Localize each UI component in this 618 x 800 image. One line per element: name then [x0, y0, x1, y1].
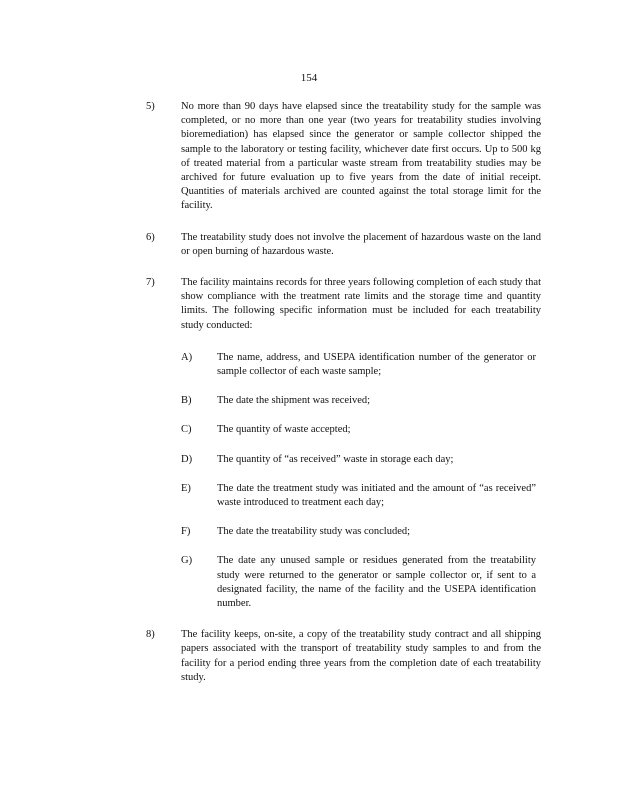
item-number: 7)	[146, 277, 155, 289]
list-item-8	[0, 628, 618, 685]
sub-item-text: The quantity of waste accepted;	[217, 424, 351, 436]
sub-item-text: The name, address, and USEPA identification number of the generator or sample collector of each waste sample;	[217, 351, 536, 378]
sub-item-g	[0, 554, 618, 611]
item-number: 5)	[146, 101, 155, 112]
sub-item-b	[0, 394, 618, 408]
page-number: 154	[300, 72, 318, 84]
sub-item-letter: B)	[181, 395, 192, 407]
sub-item-f	[0, 525, 618, 539]
item-number: 8)	[146, 629, 155, 641]
sub-item-letter: F)	[181, 526, 191, 538]
sub-item-text: The date any unused sample or residues generated from the treatability study were returned to the generator or sample collector or, if sent to a designated facility, the name of the facility and the USEPA identification number.	[217, 555, 536, 610]
sub-item-letter: A)	[181, 351, 193, 363]
sub-item-letter: G)	[181, 555, 193, 567]
list-item-5	[0, 100, 618, 214]
list-item-7	[0, 276, 618, 611]
regulation-list	[0, 100, 618, 702]
item-text: No more than 90 days have elapsed since the treatability study for the sample was completed, or no more than one year (two years for treatability studies involving bioremediation) has elapsed since the generator or sample collector shipped the sample to the laboratory or testing facility, whichever date first occurs. Up to 500 kg of treated material from a particular waste stream from treatability studies may be archived for future evaluation up to five years from the date of initial receipt. Quantities of materials archived are counted against the total storage limit for the facility.	[181, 101, 541, 212]
sub-list	[0, 351, 618, 611]
item-text: The facility maintains records for three years following completion of each study that show compliance with the treatment rate limits and the storage time and quantity limits. The following specific information must be included for each treatability study conducted:	[181, 277, 541, 331]
item-text: The facility keeps, on-site, a copy of the treatability study contract and all shipping papers associated with the transport of treatability study samples to and from the facility for a period ending three years from the completion date of each treatability study.	[181, 629, 541, 683]
sub-item-text: The date the shipment was received;	[217, 395, 371, 407]
sub-item-e	[0, 482, 618, 510]
item-number: 6)	[146, 231, 155, 243]
sub-item-d	[0, 453, 618, 467]
sub-item-c	[0, 423, 618, 437]
sub-item-a	[0, 351, 618, 379]
sub-item-text: The date the treatability study was concluded;	[217, 526, 411, 538]
sub-item-text: The date the treatment study was initiated and the amount of “as received” waste introduced to treatment each day;	[217, 482, 536, 509]
item-text: The treatability study does not involve the placement of hazardous waste on the land or open burning of hazardous waste.	[181, 231, 541, 257]
sub-item-letter: E)	[181, 482, 191, 494]
sub-item-letter: C)	[181, 424, 192, 436]
sub-item-text: The quantity of “as received” waste in storage each day;	[217, 453, 454, 465]
list-item-6	[0, 231, 618, 259]
sub-item-letter: D)	[181, 453, 193, 465]
